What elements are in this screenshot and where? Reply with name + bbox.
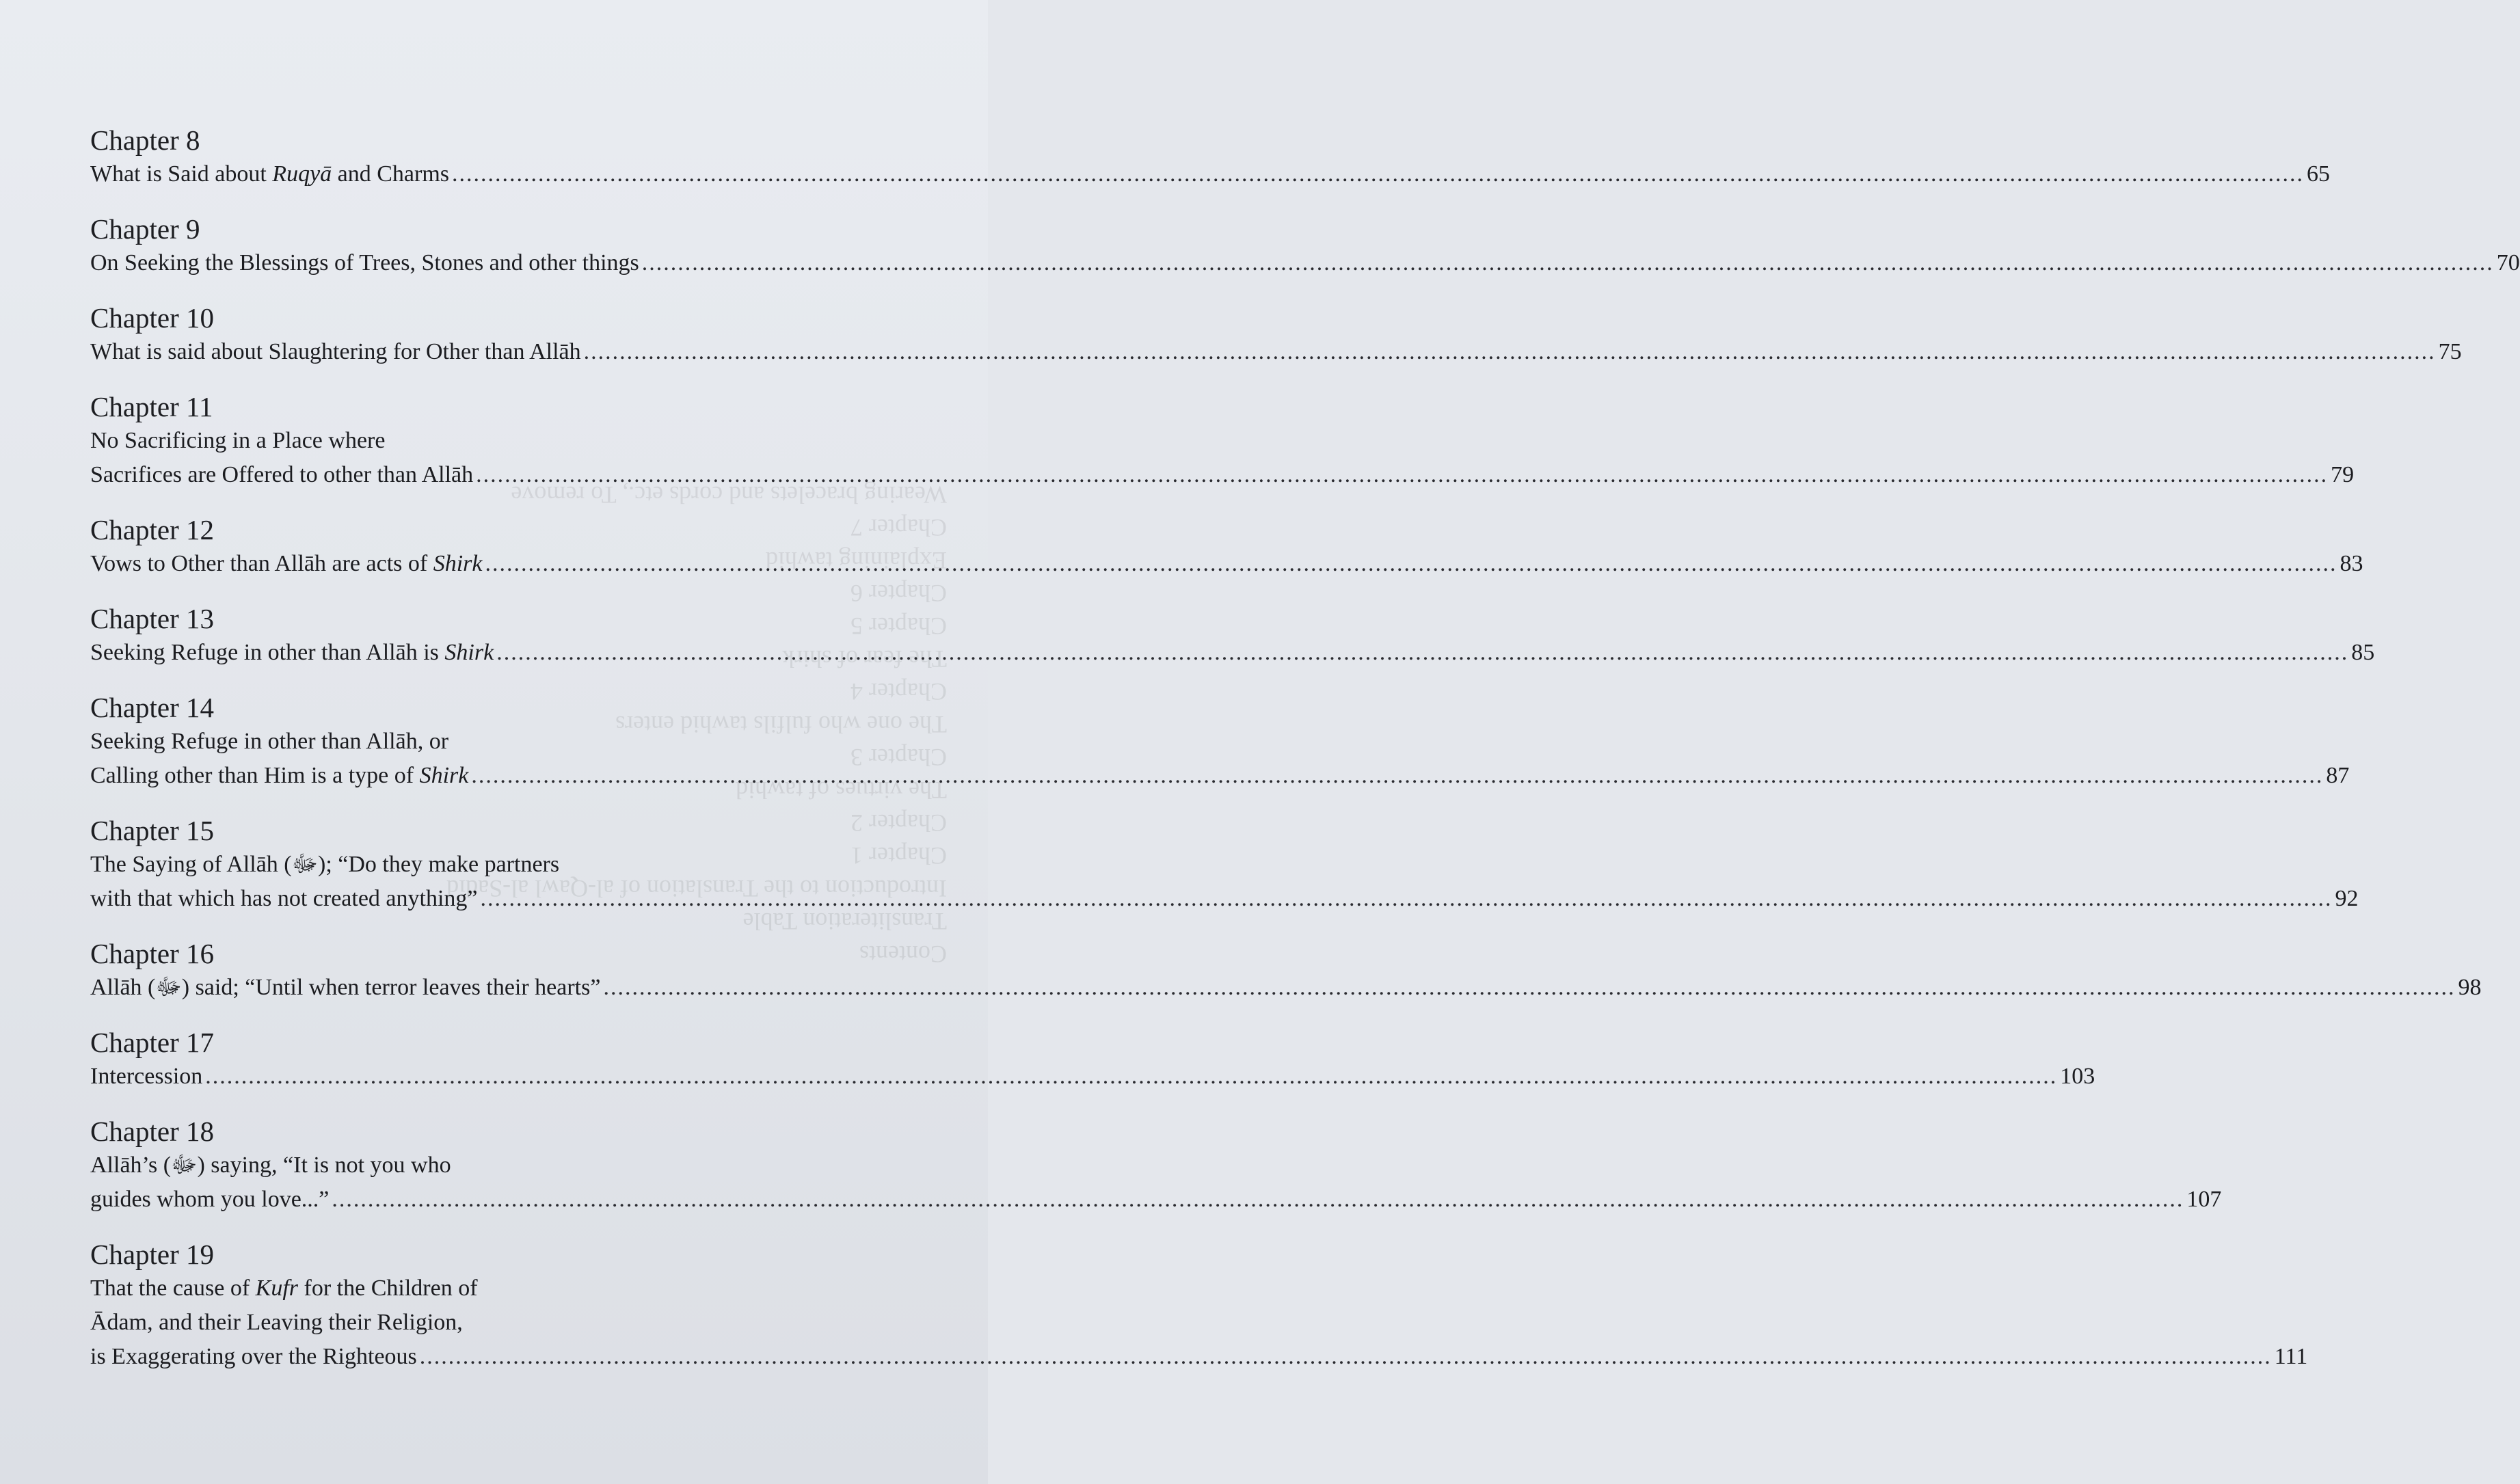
toc-entry[interactable]: [90, 301, 2462, 369]
chapter-heading: Chapter 19: [90, 1239, 215, 1270]
dot-leader: [642, 246, 2494, 280]
chapter-title-line: [90, 725, 917, 759]
toc-entry[interactable]: [90, 813, 2359, 916]
title-text: What is Said about: [90, 161, 273, 187]
bleed-line: Chapter 4: [850, 678, 947, 705]
bleed-line: Chapter 5: [850, 612, 947, 640]
toc-entry[interactable]: [90, 1025, 2095, 1094]
title-text: guides whom you love...”: [90, 1187, 330, 1212]
dot-leader: [476, 458, 2328, 492]
toc-entry[interactable]: [90, 390, 2355, 492]
chapter-title-line: [90, 547, 2363, 581]
chapter-title-line: [90, 246, 2520, 280]
page-number: 83: [2340, 551, 2363, 576]
chapter-title: [90, 1340, 417, 1374]
page-number: 103: [2060, 1064, 2095, 1089]
page-number: 92: [2335, 886, 2359, 911]
chapter-title: [90, 882, 478, 916]
toc-entry[interactable]: [90, 936, 2482, 1005]
dot-leader: [496, 636, 2348, 670]
chapter-title: [90, 246, 639, 280]
page-number: 111: [2274, 1344, 2308, 1369]
chapter-heading: Chapter 14: [90, 692, 215, 723]
page-number: 79: [2331, 462, 2355, 487]
chapter-title-line: [90, 882, 2359, 916]
toc-entry[interactable]: [90, 123, 2331, 191]
italic-term: Shirk: [433, 551, 483, 576]
chapter-heading: Chapter 11: [90, 391, 213, 422]
chapter-title: [90, 1183, 329, 1217]
bleed-line: The one who fulfils tawhid enters: [615, 711, 947, 738]
chapter-title-line: [90, 1271, 917, 1306]
title-text: Seeking Refuge in other than Allāh, or: [90, 729, 449, 754]
chapter-title: [90, 335, 581, 369]
chapter-heading: Chapter 16: [90, 938, 215, 969]
dot-leader: [481, 882, 2333, 916]
bleed-line: Chapter 6: [850, 580, 947, 607]
page-number: 75: [2438, 339, 2462, 364]
title-text: Allāh’s (ﷻ) saying, “It is not you who: [90, 1152, 451, 1178]
chapter-title-line: [90, 424, 917, 458]
bleed-line: Contents: [859, 941, 947, 968]
chapter-title-line: [90, 636, 2375, 670]
bleed-line: The virtues of tawhid: [736, 777, 947, 804]
bleed-line: Chapter 7: [850, 514, 947, 541]
chapter-title-line: [90, 1183, 2222, 1217]
italic-term: Ruqyā: [272, 161, 332, 187]
page-number: 98: [2458, 975, 2482, 1000]
title-text: Allāh (ﷻ) said; “Until when terror leaves their hearts”: [90, 975, 601, 1000]
bleed-line: Explaining tawhid: [766, 547, 947, 574]
chapter-heading: Chapter 10: [90, 302, 215, 334]
title-text: with that which has not created anything”: [90, 886, 478, 911]
italic-term: Shirk: [444, 640, 494, 665]
toc-entry[interactable]: [90, 513, 2363, 581]
dot-leader: [485, 547, 2337, 581]
title-text: and Charms: [332, 161, 450, 187]
title-text: What is said about Slaughtering for Other than Allāh: [90, 339, 581, 364]
dot-leader: [584, 335, 2436, 369]
chapter-title-line: [90, 157, 2331, 191]
chapter-title: [90, 157, 449, 191]
dot-leader: [205, 1060, 2057, 1094]
chapter-title: [90, 759, 468, 793]
chapter-title-line: [90, 1060, 2095, 1094]
toc-entry[interactable]: [90, 602, 2375, 670]
chapter-title: [90, 458, 473, 492]
title-text: Ādam, and their Leaving their Religion,: [90, 1310, 463, 1335]
bleed-line: Introduction to the Translation of al-Qawl al-Sadid: [446, 875, 947, 902]
chapter-title-line: [90, 1148, 917, 1183]
chapter-title-line: [90, 335, 2462, 369]
title-text: Seeking Refuge in other than Allāh is: [90, 640, 445, 665]
bleed-line: Chapter 3: [850, 744, 947, 771]
bleed-line: The fear of shirk: [782, 645, 947, 673]
toc-entry[interactable]: [90, 212, 2520, 280]
chapter-heading: Chapter 15: [90, 815, 215, 846]
chapter-heading: Chapter 17: [90, 1027, 215, 1058]
title-text: for the Children of: [298, 1276, 478, 1301]
page-number: 70: [2496, 250, 2520, 275]
chapter-heading: Chapter 13: [90, 603, 215, 634]
chapter-heading: Chapter 9: [90, 213, 200, 245]
chapter-title: [90, 547, 482, 581]
title-text: That the cause of: [90, 1276, 256, 1301]
page-number: 65: [2307, 161, 2331, 187]
chapter-title: [90, 1060, 202, 1094]
toc-entry[interactable]: [90, 1237, 2308, 1374]
title-text: On Seeking the Blessings of Trees, Stones and other things: [90, 250, 639, 275]
bleed-line: Wearing bracelets and cords etc., To remove: [511, 481, 947, 509]
title-text: Calling other than Him is a type of: [90, 763, 420, 788]
bleed-line: Chapter 1: [850, 842, 947, 869]
page-number: 107: [2186, 1187, 2222, 1212]
toc-entry[interactable]: [90, 1114, 2222, 1217]
title-text: Intercession: [90, 1064, 203, 1089]
dot-leader: [471, 759, 2323, 793]
chapter-title: [90, 636, 494, 670]
page-number: 85: [2351, 640, 2375, 665]
chapter-title-line: [90, 848, 917, 882]
title-text: No Sacrificing in a Place where: [90, 428, 386, 453]
dot-leader: [332, 1183, 2184, 1217]
chapter-heading: Chapter 12: [90, 514, 215, 545]
chapter-title-line: [90, 759, 2350, 793]
title-text: The Saying of Allāh (ﷻ); “Do they make partners: [90, 852, 560, 877]
chapter-title-line: [90, 971, 2482, 1005]
chapter-title: [90, 971, 600, 1005]
table-of-contents: [90, 123, 2520, 1394]
dot-leader: [420, 1340, 2272, 1374]
chapter-title-line: [90, 1340, 2308, 1374]
title-text: Sacrifices are Offered to other than Allāh: [90, 462, 474, 487]
chapter-title-line: [90, 1306, 917, 1340]
title-text: Vows to Other than Allāh are acts of: [90, 551, 433, 576]
chapter-heading: Chapter 18: [90, 1116, 215, 1147]
dot-leader: [452, 157, 2304, 191]
bleed-line: Transliteration Table: [742, 908, 947, 935]
italic-term: Shirk: [419, 763, 469, 788]
chapter-heading: Chapter 8: [90, 124, 200, 156]
dot-leader: [603, 971, 2455, 1005]
title-text: is Exaggerating over the Righteous: [90, 1344, 417, 1369]
italic-term: Kufr: [255, 1276, 299, 1301]
page-number: 87: [2326, 763, 2350, 788]
bleed-line: Chapter 2: [850, 809, 947, 837]
chapter-title-line: [90, 458, 2355, 492]
